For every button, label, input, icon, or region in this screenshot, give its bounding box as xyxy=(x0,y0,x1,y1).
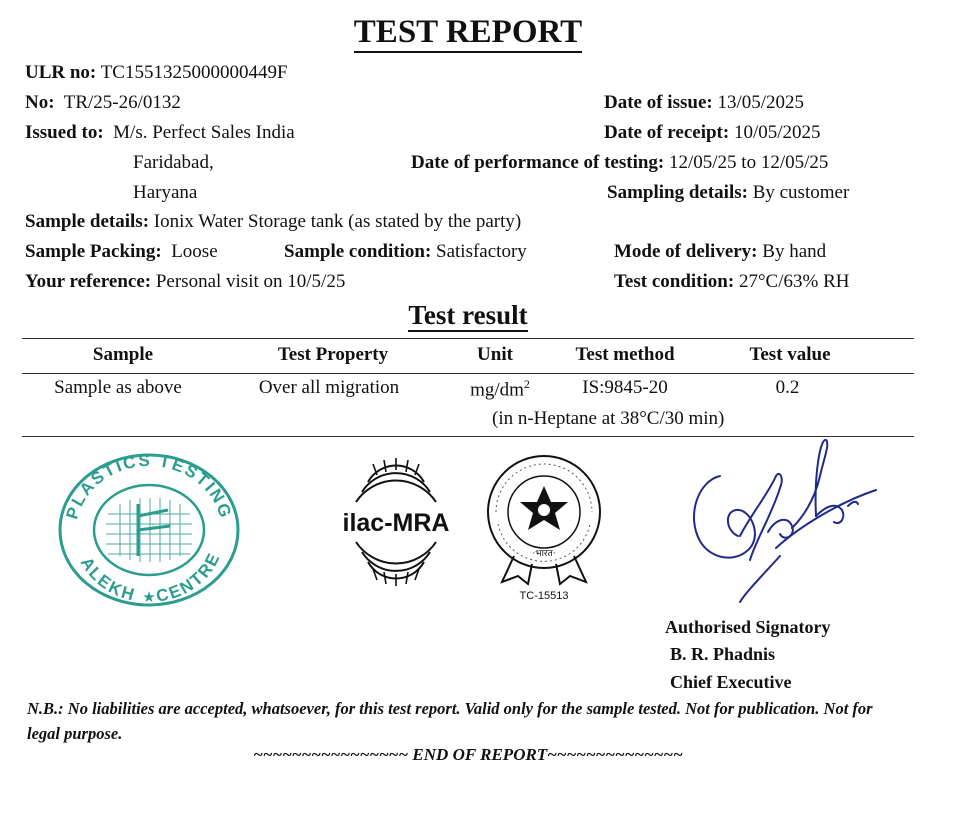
table-header-rule xyxy=(22,373,914,374)
signatory-role: Authorised Signatory xyxy=(665,617,831,637)
mode-of-delivery: Mode of delivery: By hand xyxy=(614,241,827,262)
ulr-line: ULR no: TC1551325000000449F xyxy=(25,62,288,83)
end-of-report: ~~~~~~~~~~~~~~~~ END OF REPORT~~~~~~~~~~~~~~ xyxy=(253,745,683,764)
issued-to-city: Faridabad, xyxy=(133,152,214,173)
nabl-logo xyxy=(484,452,604,604)
your-reference: Your reference: Personal visit on 10/5/25 xyxy=(25,271,346,292)
date-of-issue: Date of issue: 13/05/2025 xyxy=(604,92,805,113)
table-note: (in n-Heptane at 38°C/30 min) xyxy=(492,408,725,429)
sample-packing: Sample Packing: Loose xyxy=(25,241,218,262)
nabl-bharat: ·भारत· xyxy=(532,549,556,559)
ilac-text: ilac-MRA xyxy=(342,509,450,537)
table-top-rule xyxy=(22,338,914,339)
header-test-value: Test value xyxy=(749,344,831,365)
date-of-testing: Date of performance of testing: 12/05/25 to 12/05/25 xyxy=(411,152,829,173)
sample-condition: Sample condition: Satisfactory xyxy=(284,241,527,262)
stamp-bottom-text: ALEKH xyxy=(76,553,138,605)
svg-text:PLASTICS TESTING xyxy=(62,452,235,521)
test-condition: Test condition: 27°C/63% RH xyxy=(614,271,850,292)
stamp-right-text: CENTRE xyxy=(154,548,225,606)
sample-details: Sample details: Ionix Water Storage tank (as stated by the party) xyxy=(25,211,522,232)
date-of-receipt: Date of receipt: 10/05/2025 xyxy=(604,122,821,143)
disclaimer-note: N.B.: No liabilities are accepted, whatsoever, for this test report. Valid only for the sample tested. Not for publication. Not for legal purpose. xyxy=(27,699,873,743)
report-title: TEST REPORT xyxy=(0,14,936,51)
star-icon: ★ xyxy=(142,588,156,606)
report-no-line: No: TR/25-26/0132 xyxy=(25,92,181,113)
ilac-mra-logo xyxy=(326,452,466,592)
cell-value: 0.2 xyxy=(775,377,800,398)
lab-stamp xyxy=(58,452,240,608)
header-sample: Sample xyxy=(92,344,154,365)
cell-property: Over all migration xyxy=(258,377,400,398)
issued-to-state: Haryana xyxy=(133,182,198,203)
header-test-property: Test Property xyxy=(277,344,389,365)
header-unit: Unit xyxy=(477,344,513,365)
cell-unit: $mg/dm^2$ xyxy=(470,377,530,401)
sampling-details: Sampling details: By customer xyxy=(607,182,850,203)
nabl-code: TC-15513 xyxy=(519,590,569,602)
stamp-top-text: PLASTICS TESTING xyxy=(62,452,236,522)
signatory-designation: Chief Executive xyxy=(670,672,792,692)
issued-to-line: Issued to: M/s. Perfect Sales India xyxy=(25,122,295,143)
cell-sample: Sample as above xyxy=(54,377,182,398)
cell-method: IS:9845-20 xyxy=(582,377,668,398)
signature xyxy=(680,436,880,606)
signatory-name: B. R. Phadnis xyxy=(670,644,776,664)
header-test-method: Test method xyxy=(575,344,675,365)
test-result-heading: Test result xyxy=(408,300,528,330)
